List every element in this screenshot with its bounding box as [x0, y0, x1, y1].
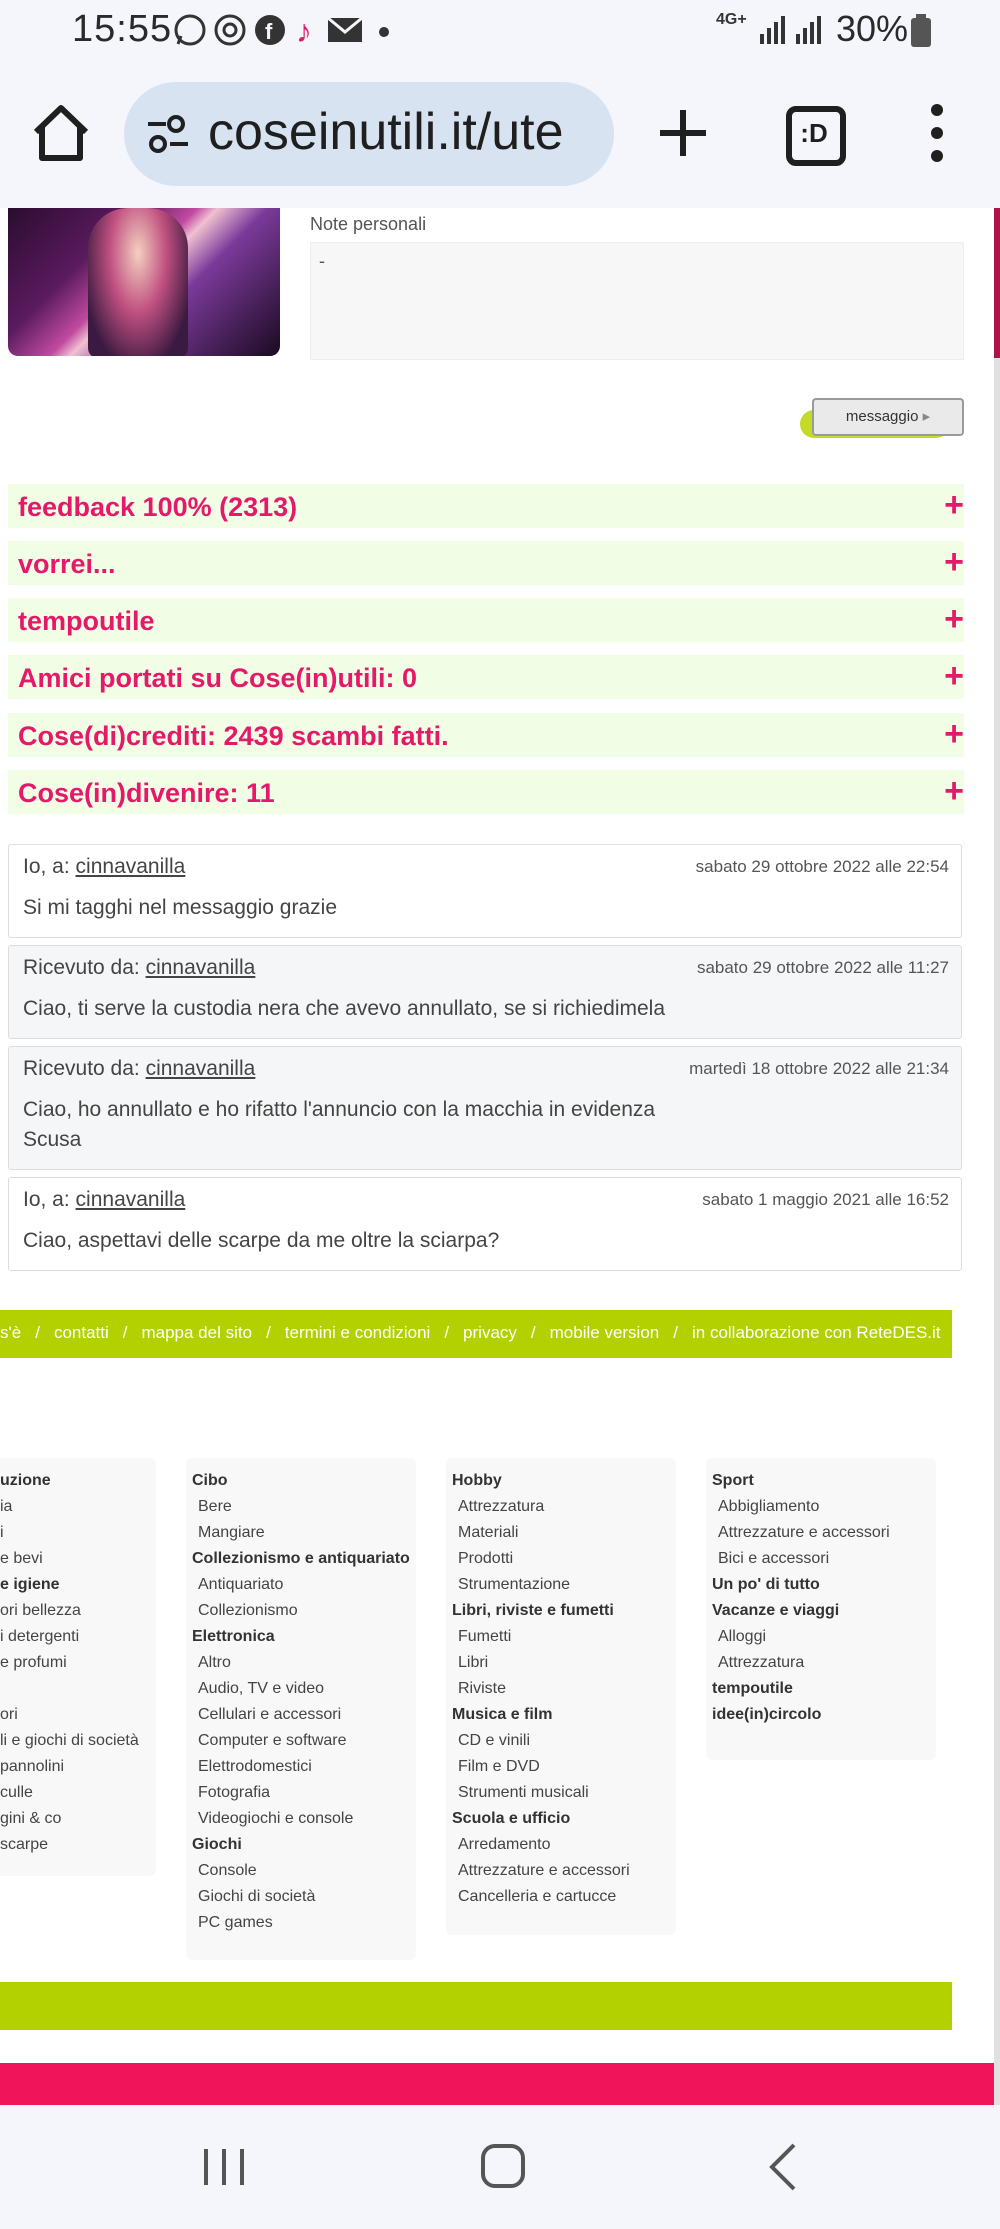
plus-icon[interactable]: + [944, 772, 964, 810]
message-prefix: Io, a: [23, 1188, 70, 1211]
tiktok-icon [296, 13, 312, 49]
category-link[interactable]: Libri [458, 1654, 489, 1671]
facebook-icon [255, 15, 285, 45]
recent-apps-button[interactable] [196, 2143, 252, 2196]
category-heading[interactable]: tempoutile [712, 1680, 793, 1697]
category-heading[interactable]: Un po' di tutto [712, 1576, 820, 1593]
accordion-label: vorrei... [18, 549, 116, 579]
message-prefix: Ricevuto da: [23, 956, 140, 979]
category-link[interactable]: Audio, TV e video [198, 1680, 325, 1697]
accordion-tempoutile[interactable] [8, 598, 964, 642]
category-link[interactable]: Console [198, 1862, 257, 1879]
category-heading[interactable]: Sport [712, 1472, 754, 1489]
notification-icons [172, 12, 402, 60]
whatsapp-icon [176, 16, 204, 44]
category-heading[interactable]: Hobby [452, 1472, 502, 1489]
category-link[interactable]: Riviste [458, 1680, 507, 1697]
message-item [8, 1177, 962, 1271]
category-column [186, 1458, 416, 1960]
home-icon [26, 98, 96, 168]
home-button[interactable] [26, 98, 96, 173]
category-link[interactable]: Fotografia [198, 1784, 271, 1801]
category-link[interactable]: e profumi [0, 1654, 67, 1671]
browser-toolbar [0, 62, 1000, 208]
category-link[interactable]: Cancelleria e cartucce [458, 1888, 617, 1905]
footer-separator: / [530, 1323, 536, 1342]
message-text: Ciao, aspettavi delle scarpe da me oltre la sciarpa? [23, 1229, 500, 1252]
dot-icon [379, 27, 389, 37]
threads-icon [216, 16, 244, 44]
category-link[interactable]: scarpe [0, 1836, 49, 1853]
category-link[interactable]: Strumentazione [458, 1576, 571, 1593]
page-scroll-track [994, 208, 1000, 2105]
category-link[interactable]: Bici e accessori [718, 1550, 830, 1567]
category-link[interactable]: Videogiochi e console [198, 1810, 354, 1827]
message-sender [23, 1057, 255, 1081]
footer-link[interactable]: mobile version [549, 1323, 660, 1342]
footer-link[interactable]: termini e condizioni [284, 1323, 431, 1342]
user-link[interactable]: cinnavanilla [145, 1057, 256, 1080]
category-link[interactable]: ia [0, 1498, 13, 1515]
category-link[interactable]: PC games [198, 1914, 273, 1931]
notes-box [310, 242, 964, 360]
home-nav-button[interactable] [478, 2141, 528, 2196]
category-link[interactable]: ori [0, 1706, 18, 1723]
category-link[interactable]: Attrezzature e accessori [718, 1524, 890, 1541]
accordion-label: feedback 100% (2313) [18, 492, 298, 522]
category-link[interactable]: gini & co [0, 1810, 62, 1827]
message-sender [23, 1188, 185, 1212]
plus-icon[interactable]: + [944, 543, 964, 581]
footer-separator: / [266, 1323, 271, 1342]
footer-separator: / [673, 1323, 678, 1342]
category-column [446, 1458, 676, 1935]
category-link[interactable]: e bevi [0, 1550, 43, 1567]
footer-separator: / [444, 1323, 450, 1342]
more-vertical-icon [904, 98, 970, 168]
message-button-label: messaggio [845, 408, 919, 425]
category-link[interactable]: Bere [198, 1498, 232, 1515]
category-link[interactable]: li e giochi di società [0, 1732, 139, 1749]
footer-separator: / [122, 1323, 128, 1342]
svg-text:♪: ♪ [296, 13, 312, 49]
message-text: Ciao, ti serve la custodia nera che avevo annullato, se si richiedimela [23, 997, 666, 1020]
footer-links-bar [0, 1310, 952, 1358]
category-heading[interactable]: Collezionismo e antiquariato [192, 1550, 410, 1567]
category-column [0, 1458, 156, 1876]
menu-button[interactable] [904, 98, 970, 173]
category-heading[interactable]: Elettronica [192, 1628, 275, 1645]
signal-icon [758, 12, 828, 51]
category-link[interactable]: pannolini [0, 1758, 65, 1775]
accordion-label: Amici portati su Cose(in)utili: 0 [18, 663, 418, 693]
message-date: sabato 29 ottobre 2022 alle 22:54 [695, 857, 949, 876]
category-heading[interactable]: Vacanze e viaggi [712, 1602, 840, 1619]
site-settings-icon[interactable] [146, 112, 190, 156]
network-type: 4G+ [716, 11, 747, 28]
category-link[interactable]: Antiquariato [198, 1576, 284, 1593]
category-link[interactable]: Attrezzatura [458, 1498, 545, 1515]
category-heading[interactable]: Scuola e ufficio [452, 1810, 571, 1827]
message-date: sabato 1 maggio 2021 alle 16:52 [702, 1190, 949, 1209]
category-link[interactable]: Arredamento [458, 1836, 551, 1853]
category-link[interactable]: Film e DVD [458, 1758, 540, 1775]
tab-switcher-button[interactable] [778, 98, 850, 170]
category-link[interactable]: Computer e software [198, 1732, 347, 1749]
category-heading[interactable]: Cibo [192, 1472, 228, 1489]
svg-text:f: f [265, 19, 273, 44]
notes-value: - [319, 251, 325, 271]
category-column [706, 1458, 936, 1760]
message-text: Si mi tagghi nel messaggio grazie [23, 896, 337, 919]
message-item [8, 1046, 962, 1170]
profile-avatar [8, 208, 280, 356]
address-bar[interactable] [124, 82, 614, 186]
tab-count: :D [800, 118, 828, 148]
scrollbar-thumb[interactable] [994, 208, 1000, 358]
back-icon [764, 2141, 804, 2193]
message-sender [23, 855, 185, 879]
message-button[interactable] [812, 398, 964, 436]
footer-link[interactable]: s'è [0, 1323, 22, 1342]
category-heading[interactable]: e igiene [0, 1576, 60, 1593]
back-button[interactable] [764, 2141, 804, 2198]
message-prefix: Io, a: [23, 855, 70, 878]
plus-icon [648, 98, 718, 168]
category-heading[interactable]: Giochi [192, 1836, 242, 1853]
new-tab-button[interactable] [648, 98, 718, 173]
status-time: 15:55 [72, 8, 173, 50]
category-link[interactable]: Attrezzature e accessori [458, 1862, 630, 1879]
message-date: martedì 18 ottobre 2022 alle 21:34 [689, 1059, 949, 1078]
accordion-vorrei[interactable] [8, 541, 964, 585]
footer-link[interactable]: in collaborazione con ReteDES.it [691, 1323, 941, 1342]
url-text: coseinutili.it/ute [208, 103, 564, 161]
message-item [8, 945, 962, 1039]
category-link[interactable]: culle [0, 1784, 33, 1801]
notes-label: Note personali [310, 214, 427, 234]
category-heading[interactable]: uzione [0, 1472, 51, 1489]
arrow-right-icon: ▸ [922, 408, 931, 425]
category-link[interactable]: Elettrodomestici [198, 1758, 312, 1775]
footer-link[interactable]: contatti [53, 1323, 109, 1342]
category-link[interactable]: Alloggi [718, 1628, 767, 1645]
user-link[interactable]: cinnavanilla [75, 1188, 186, 1211]
category-link[interactable]: Cellulari e accessori [198, 1706, 342, 1723]
home-nav-icon [478, 2141, 528, 2191]
category-link[interactable]: Collezionismo [198, 1602, 298, 1619]
category-link[interactable]: Giochi di società [198, 1888, 316, 1905]
user-link[interactable]: cinnavanilla [145, 956, 256, 979]
category-link[interactable]: Strumenti musicali [458, 1784, 589, 1801]
category-heading[interactable]: idee(in)circolo [712, 1706, 822, 1723]
category-link[interactable]: Abbigliamento [718, 1498, 820, 1515]
battery-icon [910, 14, 932, 53]
message-prefix: Ricevuto da: [23, 1057, 140, 1080]
bottom-accent-bar [0, 2063, 996, 2105]
category-link[interactable]: Prodotti [458, 1550, 514, 1567]
category-link[interactable]: Fumetti [458, 1628, 512, 1645]
mail-icon [328, 18, 362, 42]
plus-icon[interactable]: + [944, 657, 964, 695]
category-link[interactable]: i detergenti [0, 1628, 80, 1645]
message-sender [23, 956, 255, 980]
category-link[interactable]: Attrezzatura [718, 1654, 805, 1671]
accordion-label: Cose(di)crediti: 2439 scambi fatti. [18, 721, 449, 751]
user-link[interactable]: cinnavanilla [75, 855, 186, 878]
message-item [8, 844, 962, 938]
category-link[interactable]: ori bellezza [0, 1602, 81, 1619]
plus-icon[interactable]: + [944, 486, 964, 524]
battery-percent: 30% [836, 8, 909, 49]
status-bar [0, 0, 1000, 62]
system-nav-bar [0, 2105, 1000, 2229]
footer-separator: / [35, 1323, 40, 1342]
accordion-label: Cose(in)divenire: 11 [18, 778, 275, 808]
category-link[interactable]: Materiali [458, 1524, 519, 1541]
footer-links [0, 1323, 941, 1343]
category-link[interactable]: i [0, 1524, 4, 1541]
message-text: Ciao, ho annullato e ho rifatto l'annuncio con la macchia in evidenza Scusa [23, 1098, 656, 1151]
recent-apps-icon [196, 2143, 252, 2191]
category-link[interactable]: Altro [198, 1654, 231, 1671]
accordion-amici[interactable] [8, 655, 964, 699]
page-content [0, 208, 996, 2105]
plus-icon[interactable]: + [944, 715, 964, 753]
category-link[interactable]: Mangiare [198, 1524, 265, 1541]
accordion-label: tempoutile [18, 606, 155, 636]
accordion-feedback[interactable] [8, 484, 964, 528]
category-link[interactable]: CD e vinili [458, 1732, 531, 1749]
footer-bar [0, 1982, 952, 2030]
footer-link[interactable]: mappa del sito [141, 1323, 253, 1342]
plus-icon[interactable]: + [944, 600, 964, 638]
accordion-divenire[interactable] [8, 770, 964, 814]
message-date: sabato 29 ottobre 2022 alle 11:27 [696, 958, 949, 977]
accordion-crediti[interactable] [8, 713, 964, 757]
category-heading[interactable]: Libri, riviste e fumetti [452, 1602, 614, 1619]
footer-link[interactable]: privacy [463, 1323, 517, 1342]
category-heading[interactable]: Musica e film [452, 1706, 553, 1723]
